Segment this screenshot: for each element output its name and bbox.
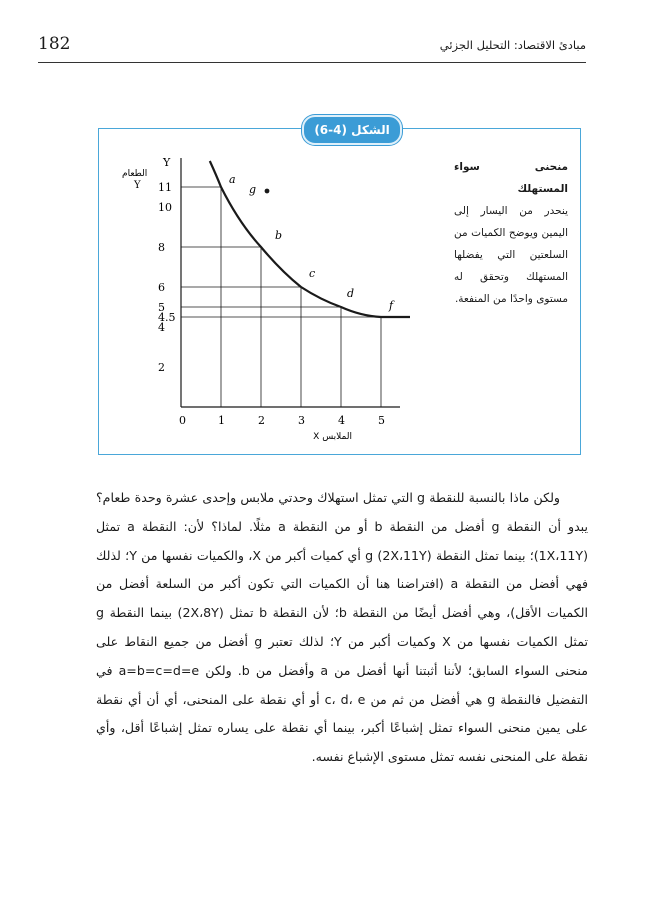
x-tick-label: 1 bbox=[218, 414, 225, 427]
point-label-b: b bbox=[275, 229, 283, 242]
running-head: مبادئ الاقتصاد: التحليل الجزئي bbox=[439, 38, 586, 52]
y-tick-label: 5 bbox=[158, 301, 165, 314]
point-label-g: g bbox=[249, 183, 257, 196]
y-axis-label: الطعام bbox=[122, 169, 148, 179]
body-paragraph: ولكن ماذا بالنسبة للنقطة g التي تمثل استهلاك وحدتي ملابس وإحدى عشرة وحدة طعام؟ يبدو أن النقطة g أفضل من النقطة b أو من النقطة a مثلًا. لماذا؟ لأن: النقطة a تمثل (1X،11Y)؛ بينما تمثل النقطة g (2X،11Y) أي كميات أكبر من X، والكميات نفسها من Y؛ لذلك فهي أفضل من النقطة a (افتراضنا هنا أن الكميات التي تكون أكبر من السلعة أفضل من الكميات الأقل)، وهي أفضل أيضًا من النقطة b؛ لأن النقطة b تمثل (2X،8Y) بينما النقطة g تمثل الكميات نفسها من X وكميات أكبر من Y؛ لذلك تعتبر g أفضل من جميع النقاط على منحنى السواء السابق؛ لأننا أثبتنا أنها أفضل من a وأفضل من b. ولكن a=b=c=d=e في التفضيل فالنقطة g هي أفضل من ثم من c، d، e أو أي نقطة على المنحنى، أي أن أي نقطة على يمين منحنى السواء تمثل إشباعًا أكبر، بينما أي نقطة على يساره تمثل إشباعًا أقل، وأي نقطة على المنحنى نفسه تمثل مستوى الإشباع نفسه. bbox=[96, 490, 589, 765]
y-tick-label: 8 bbox=[158, 241, 165, 254]
figure-side-note bbox=[454, 156, 568, 310]
y-tick-label: 11 bbox=[158, 181, 172, 194]
indifference-curve-chart bbox=[100, 130, 410, 450]
y-tick-label: 4 bbox=[158, 321, 165, 334]
x-tick-label: 0 bbox=[179, 414, 186, 427]
y-axis-top-label: Y bbox=[163, 156, 171, 169]
page-number: 182 bbox=[38, 34, 71, 54]
point-label-c: c bbox=[309, 267, 316, 280]
point-g-marker bbox=[265, 189, 270, 194]
indifference-curve bbox=[210, 161, 410, 317]
body-text bbox=[96, 484, 588, 772]
y-tick-label: 10 bbox=[158, 201, 172, 214]
note-body: ينحدر من اليسار إلى اليمين ويوضح الكميات من السلعتين التي يفضلها المستهلك وتحقق له مستوى واحدًا من المنفعة. bbox=[454, 205, 568, 305]
y-axis-var-label: Y bbox=[134, 180, 141, 191]
x-tick-label: 3 bbox=[298, 414, 305, 427]
y-tick-label: 4.5 bbox=[158, 311, 176, 324]
x-tick-label: 2 bbox=[258, 414, 265, 427]
y-tick-label: 2 bbox=[158, 361, 165, 374]
y-tick-label: 6 bbox=[158, 281, 165, 294]
x-tick-label: 5 bbox=[378, 414, 385, 427]
page-header bbox=[38, 34, 586, 63]
x-tick-label: 4 bbox=[338, 414, 345, 427]
point-label-a: a bbox=[229, 173, 236, 186]
point-label-f: f bbox=[389, 299, 394, 312]
note-title: منحنى سواء المستهلك bbox=[454, 161, 568, 195]
figure-caption: الشكل (4-6) bbox=[302, 115, 402, 145]
x-axis-label: الملابس X bbox=[313, 432, 352, 442]
point-label-d: d bbox=[347, 287, 355, 300]
